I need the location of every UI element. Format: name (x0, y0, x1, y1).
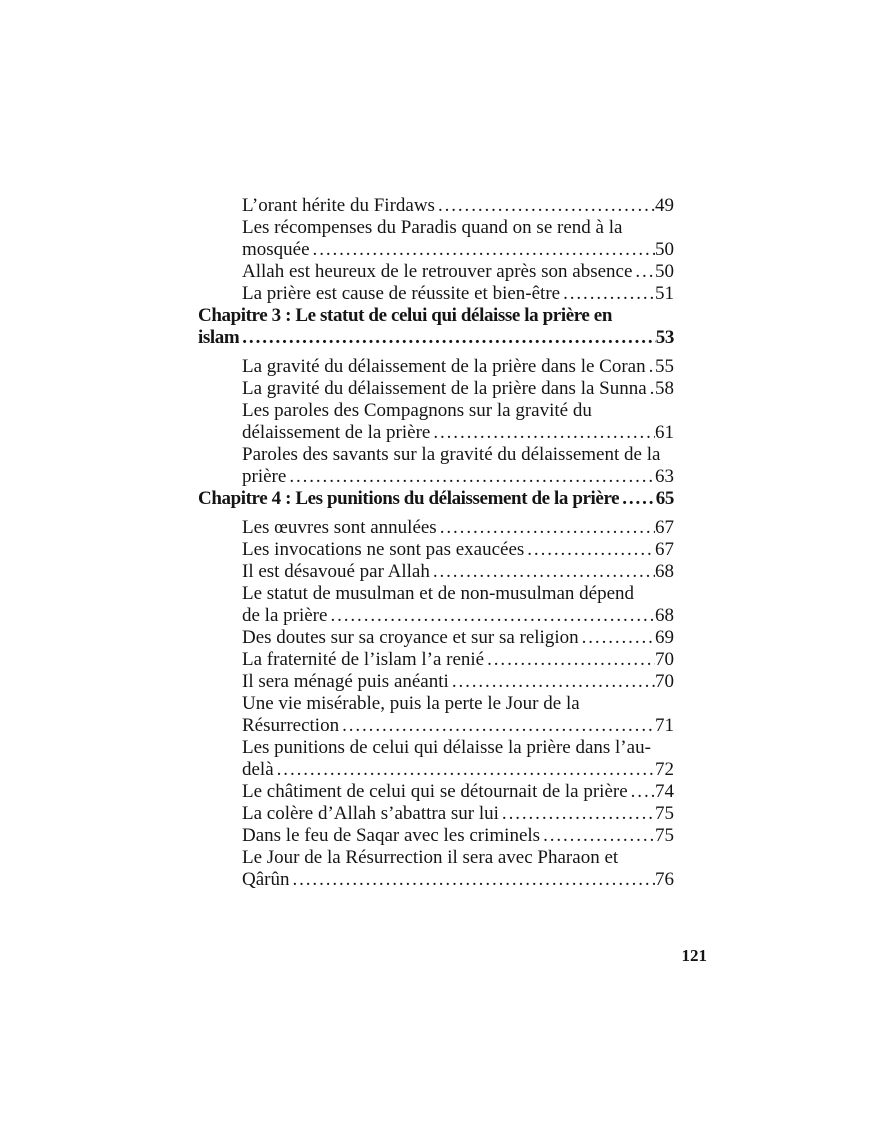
toc-entry-line (242, 239, 674, 261)
toc-entry-line (242, 378, 674, 400)
toc-sub-entry (198, 627, 674, 649)
toc-sub-entry (198, 378, 674, 400)
toc-entry-title: islam (198, 327, 240, 348)
toc-entry-line (242, 869, 674, 891)
toc-entry-title: Des doutes sur sa croyance et sur sa religion (242, 627, 579, 648)
toc-entry-line (198, 488, 674, 510)
toc-entry-title: Il est désavoué par Allah (242, 561, 430, 582)
dot-leader (487, 649, 655, 671)
toc-entry-page-number: 76 (655, 869, 674, 890)
toc-sub-entry (198, 539, 674, 561)
toc-entry-page-number: 61 (655, 422, 674, 443)
dot-leader (440, 517, 655, 539)
toc-entry-line (242, 261, 674, 283)
toc-entry-page-number: 68 (655, 561, 674, 582)
toc-entry-line (242, 422, 674, 444)
toc-entry-title: de la prière (242, 605, 328, 626)
dot-leader (292, 869, 655, 891)
toc-entry-line: Paroles des savants sur la gravité du délaissement de la (242, 444, 661, 465)
toc-entry-title: Chapitre 4 : Les punitions du délaissement de la prière (198, 488, 620, 509)
dot-leader (582, 627, 655, 649)
toc-entry-title: La fraternité de l’islam l’a renié (242, 649, 485, 670)
toc-entry-page-number: 69 (655, 627, 674, 648)
dot-leader (242, 327, 656, 349)
dot-leader (563, 283, 655, 305)
toc-sub-entry (198, 400, 674, 444)
toc-entry-page-number: 67 (655, 539, 674, 560)
toc-entry-line (242, 715, 674, 737)
toc-entry-title: La prière est cause de réussite et bien-être (242, 283, 561, 304)
dot-leader (622, 488, 656, 510)
toc-entry-line (242, 356, 674, 378)
toc-entry-title: Qârûn (242, 869, 290, 890)
toc-entry-line (242, 671, 674, 693)
toc-entry-title: délaissement de la prière (242, 422, 431, 443)
toc-entry-line (242, 561, 674, 583)
dot-leader (330, 605, 655, 627)
dot-leader (277, 759, 655, 781)
footer-page-number: 121 (681, 946, 707, 965)
table-of-contents (198, 195, 674, 891)
toc-entry-title: La gravité du délaissement de la prière dans le Coran (242, 356, 646, 377)
dot-leader (438, 195, 655, 217)
dot-leader (289, 466, 655, 488)
toc-entry-page-number: 67 (655, 517, 674, 538)
toc-sub-entry (198, 444, 674, 488)
dot-leader (433, 561, 655, 583)
dot-leader (452, 671, 655, 693)
toc-entry-page-number: 68 (655, 605, 674, 626)
toc-entry-line (242, 539, 674, 561)
toc-sub-entry (198, 583, 674, 627)
toc-entry-page-number: 74 (655, 781, 674, 802)
toc-entry-line: Les récompenses du Paradis quand on se rend à la (242, 217, 623, 238)
toc-sub-entry (198, 261, 674, 283)
toc-sub-entry (198, 825, 674, 847)
toc-entry-page-number: 65 (655, 488, 674, 509)
toc-sub-entry (198, 803, 674, 825)
toc-entry-title: prière (242, 466, 287, 487)
toc-entry-title: L’orant hérite du Firdaws (242, 195, 435, 216)
toc-entry-line (242, 825, 674, 847)
toc-entry-page-number: 50 (655, 239, 674, 260)
toc-sub-entry (198, 693, 674, 737)
toc-entry-title: Le châtiment de celui qui se détournait de la prière (242, 781, 628, 802)
dot-leader (527, 539, 655, 561)
toc-entry-line (242, 803, 674, 825)
toc-entry-title: Les œuvres sont annulées (242, 517, 437, 538)
dot-leader (502, 803, 655, 825)
toc-entry-title: Dans le feu de Saqar avec les criminels (242, 825, 541, 846)
toc-entry-page-number: 71 (655, 715, 674, 736)
toc-entry-line (242, 466, 674, 488)
toc-entry-title: Résurrection (242, 715, 340, 736)
toc-entry-page-number: 50 (655, 261, 674, 282)
toc-entry-page-number: 58 (655, 378, 674, 399)
toc-entry-line (242, 605, 674, 627)
toc-entry-line: Les punitions de celui qui délaisse la prière dans l’au- (242, 737, 651, 758)
toc-entry-line (242, 759, 674, 781)
toc-entry-line: Chapitre 3 : Le statut de celui qui délaisse la prière en (198, 305, 613, 326)
dot-leader (313, 239, 655, 261)
toc-sub-entry (198, 517, 674, 539)
toc-sub-entry (198, 561, 674, 583)
toc-entry-line (242, 781, 674, 803)
toc-entry-page-number: 75 (655, 803, 674, 824)
toc-entry-title: mosquée (242, 239, 310, 260)
toc-entry-page-number: 51 (655, 283, 674, 304)
toc-entry-page-number: 70 (655, 649, 674, 670)
dot-leader (543, 825, 655, 847)
toc-sub-entry (198, 649, 674, 671)
dot-leader (635, 261, 655, 283)
toc-sub-entry (198, 356, 674, 378)
toc-entry-line (198, 327, 674, 349)
toc-entry-line (242, 649, 674, 671)
toc-entry-page-number: 63 (655, 466, 674, 487)
toc-entry-page-number: 72 (655, 759, 674, 780)
toc-entry-page-number: 49 (655, 195, 674, 216)
toc-entry-line: Une vie misérable, puis la perte le Jour de la (242, 693, 580, 714)
toc-entry-line (242, 283, 674, 305)
toc-sub-entry (198, 283, 674, 305)
toc-entry-line: Les paroles des Compagnons sur la gravité du (242, 400, 592, 421)
toc-entry-page-number: 75 (655, 825, 674, 846)
toc-entry-page-number: 70 (655, 671, 674, 692)
toc-sub-entry (198, 847, 674, 891)
toc-entry-page-number: 53 (655, 327, 674, 348)
dot-leader (433, 422, 655, 444)
toc-entry-line (242, 627, 674, 649)
toc-entry-title: La colère d’Allah s’abattra sur lui (242, 803, 499, 824)
toc-chapter-entry (198, 488, 674, 510)
toc-sub-entry (198, 781, 674, 803)
toc-sub-entry (198, 217, 674, 261)
toc-entry-title: La gravité du délaissement de la prière dans la Sunna (242, 378, 647, 399)
toc-entry-line: Le statut de musulman et de non-musulman dépend (242, 583, 635, 604)
toc-chapter-entry (198, 305, 674, 349)
toc-sub-entry (198, 671, 674, 693)
toc-sub-entry (198, 195, 674, 217)
toc-entry-line (242, 517, 674, 539)
toc-entry-title: delà (242, 759, 274, 780)
toc-entry-page-number: 55 (655, 356, 674, 377)
toc-sub-entry (198, 737, 674, 781)
toc-entry-title: Il sera ménagé puis anéanti (242, 671, 449, 692)
toc-entry-line: Le Jour de la Résurrection il sera avec Pharaon et (242, 847, 619, 868)
dot-leader (342, 715, 655, 737)
toc-entry-line (242, 195, 674, 217)
toc-entry-title: Allah est heureux de le retrouver après son absence (242, 261, 633, 282)
dot-leader (631, 781, 655, 803)
toc-entry-title: Les invocations ne sont pas exaucées (242, 539, 525, 560)
